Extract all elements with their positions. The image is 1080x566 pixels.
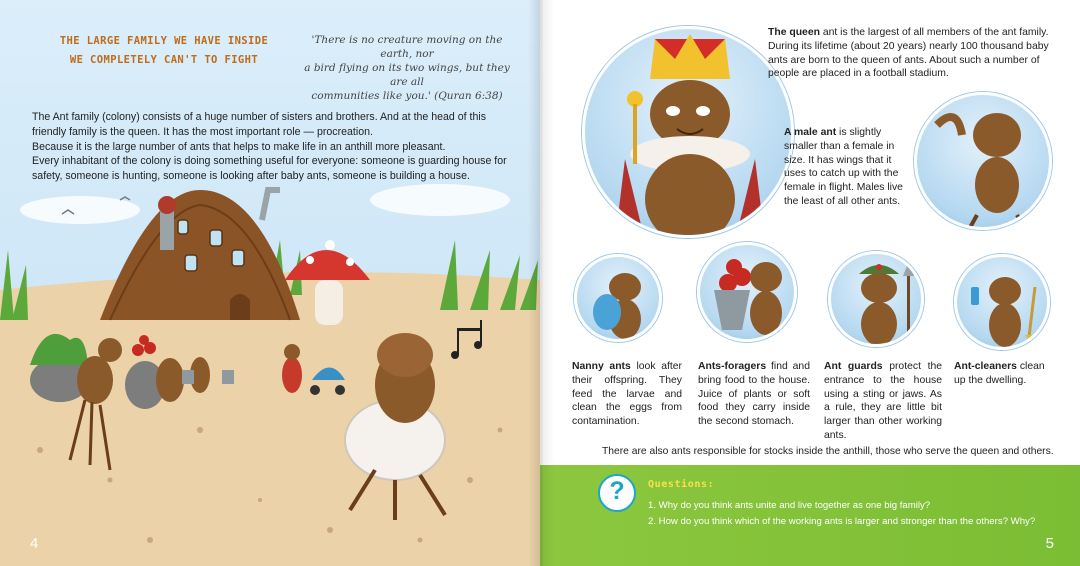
cleaner-ant-icon [957, 257, 1050, 350]
quote-line-3: communities like you.' (Quran 6:38) [311, 90, 503, 102]
quote-line-2: a bird flying on its two wings, but they are all [304, 62, 510, 88]
foragers-label: Ants-foragers [698, 361, 767, 372]
chapter-heading [56, 32, 272, 70]
nanny-description [572, 360, 682, 429]
forager-ant-icon [700, 245, 797, 342]
page-number-right: 5 [1045, 535, 1054, 552]
male-label: A male ant [784, 127, 837, 138]
cleaners-description [954, 360, 1058, 388]
nanny-ant-icon [577, 257, 662, 342]
intro-paragraph-3: Every inhabitant of the colony is doing something useful for everyone: someone is guarding house for safety, someone is hunting, someone is looking after baby ants, someone is building a house. [32, 155, 507, 183]
guards-description [824, 360, 942, 443]
intro-paragraph-1: The Ant family (colony) consists of a huge number of sisters and brothers. And at the head of this friendly family is the queen. It has the most important role — procreation. [32, 111, 487, 138]
intro-paragraph-2: Because it is the large number of ants that helps to make life in an anthill more pleasant. [32, 140, 446, 153]
cleaner-ant-illustration [954, 254, 1050, 350]
intro-text [32, 110, 520, 184]
forager-ant-illustration [697, 242, 797, 342]
nanny-label: Nanny ants [572, 361, 631, 372]
quran-quote [296, 33, 518, 103]
cleaners-text: clean up the dwelling. [954, 361, 1045, 386]
nanny-ant-illustration [574, 254, 662, 342]
guard-ant-illustration [828, 251, 924, 347]
queen-ant-illustration [582, 26, 794, 238]
male-description [784, 126, 912, 209]
queen-ant-icon [585, 29, 794, 238]
queen-description [768, 26, 1060, 81]
questions-list [648, 498, 1035, 530]
queen-text: ant is the largest of all members of the ant family. During its lifetime (about 20 years) nearly 100 thousand baby ants are born to the queen of ants. About such a number of people are placed in a football stadium. [768, 27, 1049, 80]
guards-label: Ant guards [824, 361, 883, 372]
guard-ant-icon [831, 254, 924, 347]
question-item: 1. Why do you think ants unite and live together as one big family? [648, 500, 931, 511]
male-text: is slightly smaller than a female in size. It has wings that it uses to catch up with the female in flight. Males live the least of all other ants. [784, 127, 903, 207]
anthill-scene-illustration [0, 180, 540, 566]
foragers-text: find and bring food to the house. Juice of plants or soft food they carry inside the second stomach. [698, 361, 810, 428]
cleaners-label: Ant-cleaners [954, 361, 1017, 372]
male-ant-illustration [914, 92, 1052, 230]
question-item: 2. How do you think which of the working ants is larger and stronger than the others? Why? [648, 516, 1036, 527]
heading-line-1: THE LARGE FAMILY WE HAVE INSIDE [59, 35, 269, 47]
footnote-text: There are also ants responsible for stocks inside the anthill, those who serve the queen and others. [602, 446, 1054, 457]
page-number-left: 4 [30, 535, 39, 552]
guards-text: protect the entrance to the house using a sting or jaws. As a rule, they are little bit larger than other working ants. [824, 361, 943, 441]
male-ant-icon [917, 95, 1052, 230]
heading-line-2: WE COMPLETELY CAN'T TO FIGHT [69, 54, 259, 66]
question-mark-icon: ? [598, 474, 636, 512]
queen-label: The queen [768, 27, 820, 38]
questions-title: Questions: [648, 479, 715, 490]
nanny-text: look after their offspring. They feed the larvae and clean the eggs from contamination. [572, 361, 682, 428]
foragers-description [698, 360, 810, 429]
quote-line-1: 'There is no creature moving on the earth, nor [311, 34, 503, 60]
